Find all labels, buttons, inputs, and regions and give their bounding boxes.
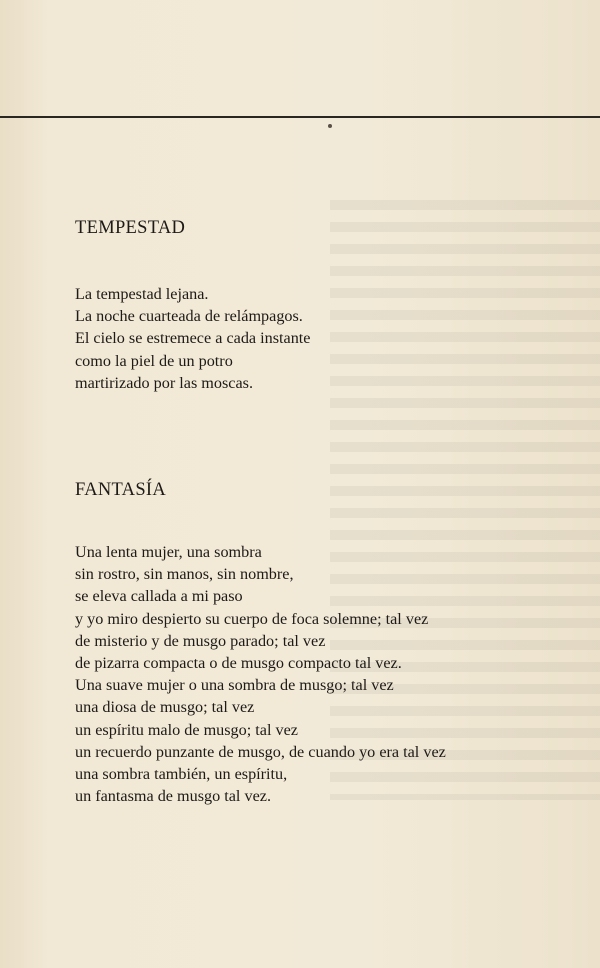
- poem-line: como la piel de un potro: [75, 351, 233, 370]
- poem-body: [75, 541, 446, 807]
- poem-line: de misterio y de musgo parado; tal vez: [75, 631, 326, 650]
- poem-line: se eleva callada a mi paso: [75, 587, 243, 606]
- poem-body: [75, 283, 311, 394]
- poem-title: TEMPESTAD: [75, 218, 186, 238]
- poem-line: La noche cuarteada de relámpagos.: [75, 307, 303, 326]
- poem-line: una diosa de musgo; tal vez: [75, 698, 255, 717]
- poem-line: martirizado por las moscas.: [75, 373, 254, 392]
- poem-line: un fantasma de musgo tal vez.: [75, 787, 271, 806]
- poem-tempestad: [75, 218, 311, 394]
- poem-line: y yo miro despierto su cuerpo de foca solemne; tal vez: [75, 609, 429, 628]
- header-rule: [0, 116, 600, 118]
- poem-line: un espíritu malo de musgo; tal vez: [75, 720, 298, 739]
- poem-line: de pizarra compacta o de musgo compacto tal vez.: [75, 654, 402, 673]
- poem-line: La tempestad lejana.: [75, 285, 209, 303]
- poem-line: Una suave mujer o una sombra de musgo; tal vez: [75, 676, 394, 695]
- poem-line: sin rostro, sin manos, sin nombre,: [75, 565, 294, 584]
- paper-speck: [328, 124, 332, 128]
- poem-line: El cielo se estremece a cada instante: [75, 329, 311, 348]
- poem-line: un recuerdo punzante de musgo, de cuando yo era tal vez: [75, 742, 446, 761]
- poem-line: una sombra también, un espíritu,: [75, 765, 288, 784]
- poem-title: FANTASÍA: [75, 480, 167, 500]
- poem-line: Una lenta mujer, una sombra: [75, 543, 262, 561]
- poem-fantasia: [75, 480, 446, 807]
